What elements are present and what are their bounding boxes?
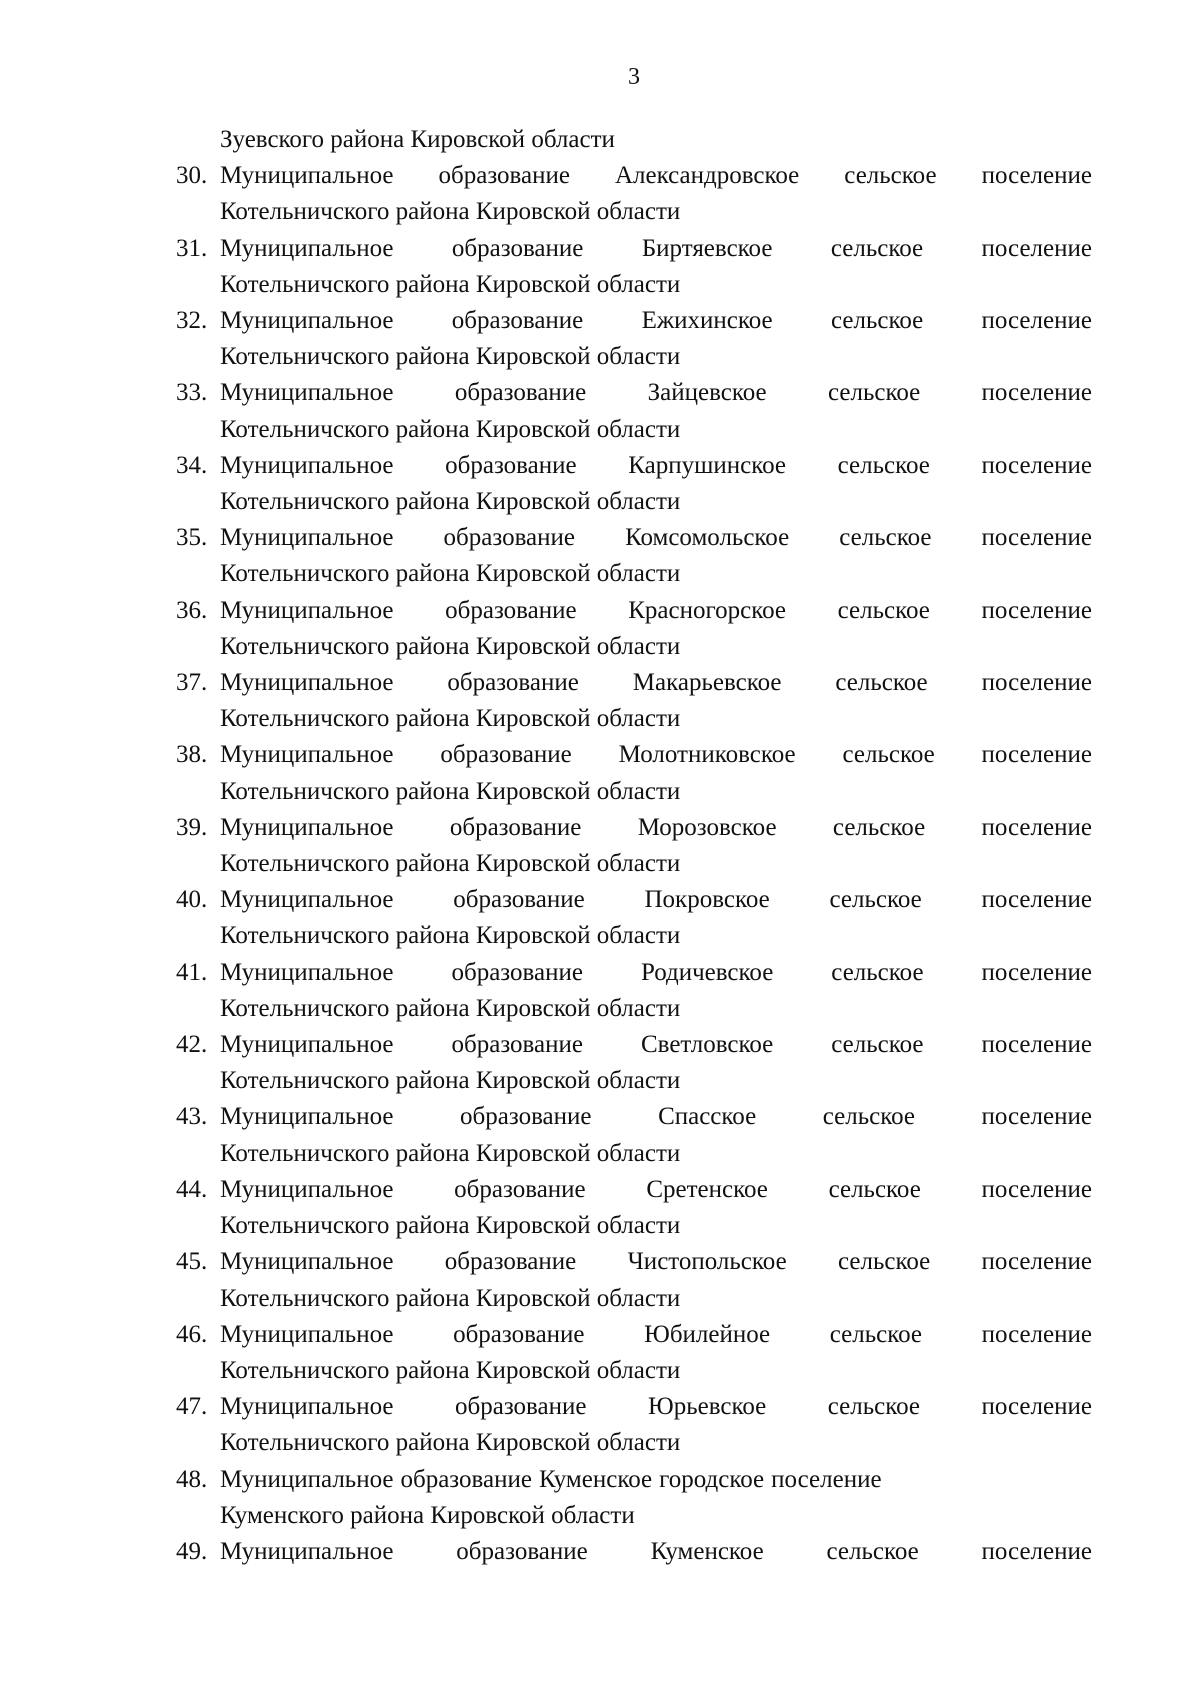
list-item bbox=[176, 1462, 1092, 1498]
item-word: Муниципальное bbox=[220, 234, 394, 262]
item-second-line: Котельничского района Кировской области bbox=[220, 1067, 681, 1095]
item-second-line: Котельничского района Кировской области bbox=[220, 270, 681, 298]
item-first-line bbox=[220, 520, 1092, 556]
list-item bbox=[176, 303, 1092, 339]
item-word: Муниципальное bbox=[220, 451, 394, 479]
list-item bbox=[176, 375, 1092, 411]
list-item bbox=[176, 593, 1092, 629]
item-word: Комсомольское bbox=[625, 524, 790, 552]
item-first-line bbox=[220, 1172, 1092, 1208]
item-word: поселение bbox=[981, 958, 1092, 986]
item-word: сельское bbox=[829, 1320, 922, 1348]
item-word: поселение bbox=[981, 307, 1092, 335]
item-second-line: Котельничского района Кировской области bbox=[220, 343, 681, 371]
item-word: Морозовское bbox=[637, 813, 777, 841]
item-word: образование bbox=[445, 451, 577, 479]
item-word: сельское bbox=[828, 1175, 921, 1203]
municipality-list bbox=[176, 122, 1092, 1570]
item-word: поселение bbox=[981, 1537, 1092, 1565]
item-first-line bbox=[220, 1389, 1092, 1425]
item-word: поселение bbox=[981, 1320, 1092, 1348]
item-word: Чистопольское bbox=[627, 1248, 787, 1276]
list-item bbox=[176, 665, 1092, 701]
item-word: Муниципальное bbox=[220, 524, 394, 552]
item-number: 45. bbox=[176, 1248, 208, 1276]
list-item bbox=[176, 231, 1092, 267]
item-word: Карпушинское bbox=[628, 451, 786, 479]
item-word: поселение bbox=[981, 741, 1092, 769]
item-word: образование bbox=[455, 1393, 587, 1421]
item-word: сельское bbox=[839, 524, 932, 552]
item-second-line: Котельничского района Кировской области bbox=[220, 415, 681, 443]
item-word: сельское bbox=[837, 451, 930, 479]
list-item bbox=[176, 520, 1092, 556]
item-word: Юрьевское bbox=[648, 1393, 767, 1421]
item-word: образование bbox=[445, 596, 577, 624]
item-word: образование bbox=[451, 307, 584, 335]
item-word: Муниципальное bbox=[220, 958, 394, 986]
item-second-line: Котельничского района Кировской области bbox=[220, 560, 681, 588]
item-word: городское bbox=[659, 1465, 765, 1493]
item-word: поселение bbox=[981, 669, 1092, 697]
item-word: образование bbox=[447, 669, 579, 697]
item-word: Куменское bbox=[538, 1465, 653, 1493]
item-first-line bbox=[220, 737, 1092, 773]
item-second-line: Котельничского района Кировской области bbox=[220, 1429, 681, 1457]
item-word: Муниципальное bbox=[220, 1175, 394, 1203]
item-word: образование bbox=[460, 1103, 592, 1131]
item-word: Спасское bbox=[658, 1103, 757, 1131]
item-word: образование bbox=[444, 1248, 577, 1276]
item-second-line: Котельничского района Кировской области bbox=[220, 1356, 681, 1384]
item-word: поселение bbox=[981, 1248, 1092, 1276]
item-word: образование bbox=[453, 1320, 585, 1348]
item-number: 39. bbox=[176, 813, 208, 841]
item-first-line bbox=[220, 1027, 1092, 1063]
item-word: сельское bbox=[835, 669, 928, 697]
item-word: сельское bbox=[831, 958, 924, 986]
item-second-line: Котельничского района Кировской области bbox=[220, 632, 681, 660]
item-word: поселение bbox=[771, 1465, 882, 1493]
item-word: образование bbox=[400, 1465, 532, 1493]
item-first-line bbox=[220, 593, 1092, 629]
item-word: образование bbox=[453, 886, 585, 914]
item-word: сельское bbox=[830, 234, 924, 262]
item-word: образование bbox=[454, 1175, 586, 1203]
item-word: Муниципальное bbox=[220, 162, 394, 190]
item-word: образование bbox=[454, 379, 587, 407]
item-first-line bbox=[220, 448, 1092, 484]
item-word: Зайцевское bbox=[647, 379, 767, 407]
item-word: Молотниковское bbox=[618, 741, 796, 769]
item-word: Куменское bbox=[650, 1537, 764, 1565]
item-number: 37. bbox=[176, 669, 208, 697]
item-word: Александровское bbox=[615, 162, 800, 190]
item-word: поселение bbox=[981, 451, 1092, 479]
item-number: 44. bbox=[176, 1175, 208, 1203]
item-word: Муниципальное bbox=[220, 1393, 394, 1421]
item-word: сельское bbox=[826, 1537, 919, 1565]
item-number: 42. bbox=[176, 1031, 208, 1059]
item-word: образование bbox=[443, 524, 576, 552]
item-word: образование bbox=[438, 162, 570, 190]
item-number: 47. bbox=[176, 1393, 208, 1421]
item-second-line: Котельничского района Кировской области bbox=[220, 850, 681, 878]
item-word: поселение bbox=[981, 379, 1092, 407]
item-word: Макарьевское bbox=[632, 669, 782, 697]
item-first-line bbox=[220, 158, 1092, 194]
item-second-line: Котельничского района Кировской области bbox=[220, 1139, 681, 1167]
item-word: Муниципальное bbox=[220, 596, 394, 624]
item-word: сельское bbox=[827, 1393, 920, 1421]
item-number: 32. bbox=[176, 307, 208, 335]
item-word: поселение bbox=[981, 1393, 1092, 1421]
item-word: Муниципальное bbox=[220, 1320, 394, 1348]
item-second-line: Котельничского района Кировской области bbox=[220, 1284, 681, 1312]
item-first-line bbox=[220, 231, 1092, 267]
item-word: образование bbox=[451, 234, 584, 262]
item-word: Покровское bbox=[644, 886, 770, 914]
page-number: 3 bbox=[628, 64, 640, 90]
item-word: Муниципальное bbox=[220, 1537, 394, 1565]
item-word: поселение bbox=[981, 886, 1092, 914]
item-word: Родичевское bbox=[640, 958, 774, 986]
list-item bbox=[176, 810, 1092, 846]
item-word: Сретенское bbox=[646, 1175, 768, 1203]
item-first-line bbox=[220, 810, 1092, 846]
item-number: 49. bbox=[176, 1537, 208, 1565]
item-second-line: Котельничского района Кировской области bbox=[220, 705, 681, 733]
item-word: поселение bbox=[981, 524, 1092, 552]
item-second-line: Куменского района Кировской области bbox=[220, 1501, 635, 1529]
item-word: Ежихинское bbox=[641, 307, 773, 335]
item-word: поселение bbox=[981, 162, 1092, 190]
item-first-line bbox=[220, 1244, 1092, 1280]
item-word: Муниципальное bbox=[220, 886, 394, 914]
item-first-line bbox=[220, 955, 1092, 991]
item-word: Биртяевское bbox=[641, 234, 773, 262]
item-word: сельское bbox=[832, 813, 926, 841]
item-number: 35. bbox=[176, 524, 208, 552]
item-word: поселение bbox=[981, 813, 1092, 841]
item-word: поселение bbox=[981, 1031, 1092, 1059]
item-first-line bbox=[220, 1534, 1092, 1570]
item-word: Муниципальное bbox=[220, 1103, 394, 1131]
list-item bbox=[176, 158, 1092, 194]
item-word: образование bbox=[449, 813, 582, 841]
item-word: Светловское bbox=[641, 1031, 774, 1059]
item-word: сельское bbox=[844, 162, 937, 190]
item-word: Муниципальное bbox=[220, 1248, 394, 1276]
item-first-line bbox=[220, 882, 1092, 918]
list-item bbox=[176, 448, 1092, 484]
item-word: поселение bbox=[981, 1103, 1092, 1131]
item-word: сельское bbox=[822, 1103, 915, 1131]
item-number: 31. bbox=[176, 234, 208, 262]
list-item bbox=[176, 1534, 1092, 1570]
item-word: Юбилейное bbox=[644, 1320, 771, 1348]
item-word: сельское bbox=[837, 596, 930, 624]
item-first-line bbox=[220, 303, 1092, 339]
item-first-line bbox=[220, 1317, 1092, 1353]
item-word: Красногорское bbox=[628, 596, 787, 624]
item-number: 33. bbox=[176, 379, 208, 407]
item-word: Муниципальное bbox=[220, 307, 394, 335]
item-word: Муниципальное bbox=[220, 1031, 394, 1059]
item-number: 43. bbox=[176, 1103, 208, 1131]
item-word: образование bbox=[456, 1537, 588, 1565]
item-second-line: Котельничского района Кировской области bbox=[220, 488, 681, 516]
item-word: сельское bbox=[830, 307, 924, 335]
item-number: 36. bbox=[176, 596, 208, 624]
list-item bbox=[176, 1027, 1092, 1063]
item-number: 30. bbox=[176, 162, 208, 190]
item-word: образование bbox=[451, 958, 583, 986]
item-word: образование bbox=[451, 1031, 583, 1059]
item-word: сельское bbox=[837, 1248, 931, 1276]
item-word: сельское bbox=[829, 886, 922, 914]
item-word: поселение bbox=[981, 596, 1092, 624]
item-number: 48. bbox=[176, 1465, 208, 1493]
item-word: Муниципальное bbox=[220, 1465, 394, 1493]
item-word: сельское bbox=[842, 741, 935, 769]
item-word: Муниципальное bbox=[220, 741, 394, 769]
item-word: Муниципальное bbox=[220, 813, 394, 841]
list-item bbox=[176, 882, 1092, 918]
item-number: 40. bbox=[176, 886, 208, 914]
item-second-line: Котельничского района Кировской области bbox=[220, 777, 681, 805]
list-item bbox=[176, 955, 1092, 991]
item-second-line: Котельничского района Кировской области bbox=[220, 1212, 681, 1240]
item-second-line: Котельничского района Кировской области bbox=[220, 198, 681, 226]
item-first-line bbox=[220, 1099, 1092, 1135]
item-second-line: Котельничского района Кировской области bbox=[220, 922, 681, 950]
list-item bbox=[176, 1099, 1092, 1135]
list-item bbox=[176, 1317, 1092, 1353]
list-item bbox=[176, 1172, 1092, 1208]
item-word: Муниципальное bbox=[220, 669, 394, 697]
item-word: сельское bbox=[827, 379, 921, 407]
item-word: Муниципальное bbox=[220, 379, 394, 407]
item-word: образование bbox=[440, 741, 572, 769]
continuation-line: Зуевского района Кировской области bbox=[220, 126, 615, 153]
list-item bbox=[176, 1244, 1092, 1280]
item-first-line bbox=[220, 665, 1092, 701]
item-number: 38. bbox=[176, 741, 208, 769]
item-word: поселение bbox=[981, 234, 1092, 262]
item-word: поселение bbox=[981, 1175, 1092, 1203]
item-second-line: Котельничского района Кировской области bbox=[220, 994, 681, 1022]
item-first-line bbox=[220, 375, 1092, 411]
list-item bbox=[176, 737, 1092, 773]
item-number: 41. bbox=[176, 958, 208, 986]
item-word: сельское bbox=[831, 1031, 924, 1059]
item-first-line bbox=[220, 1462, 1092, 1498]
item-number: 46. bbox=[176, 1320, 208, 1348]
list-item bbox=[176, 1389, 1092, 1425]
item-number: 34. bbox=[176, 451, 208, 479]
